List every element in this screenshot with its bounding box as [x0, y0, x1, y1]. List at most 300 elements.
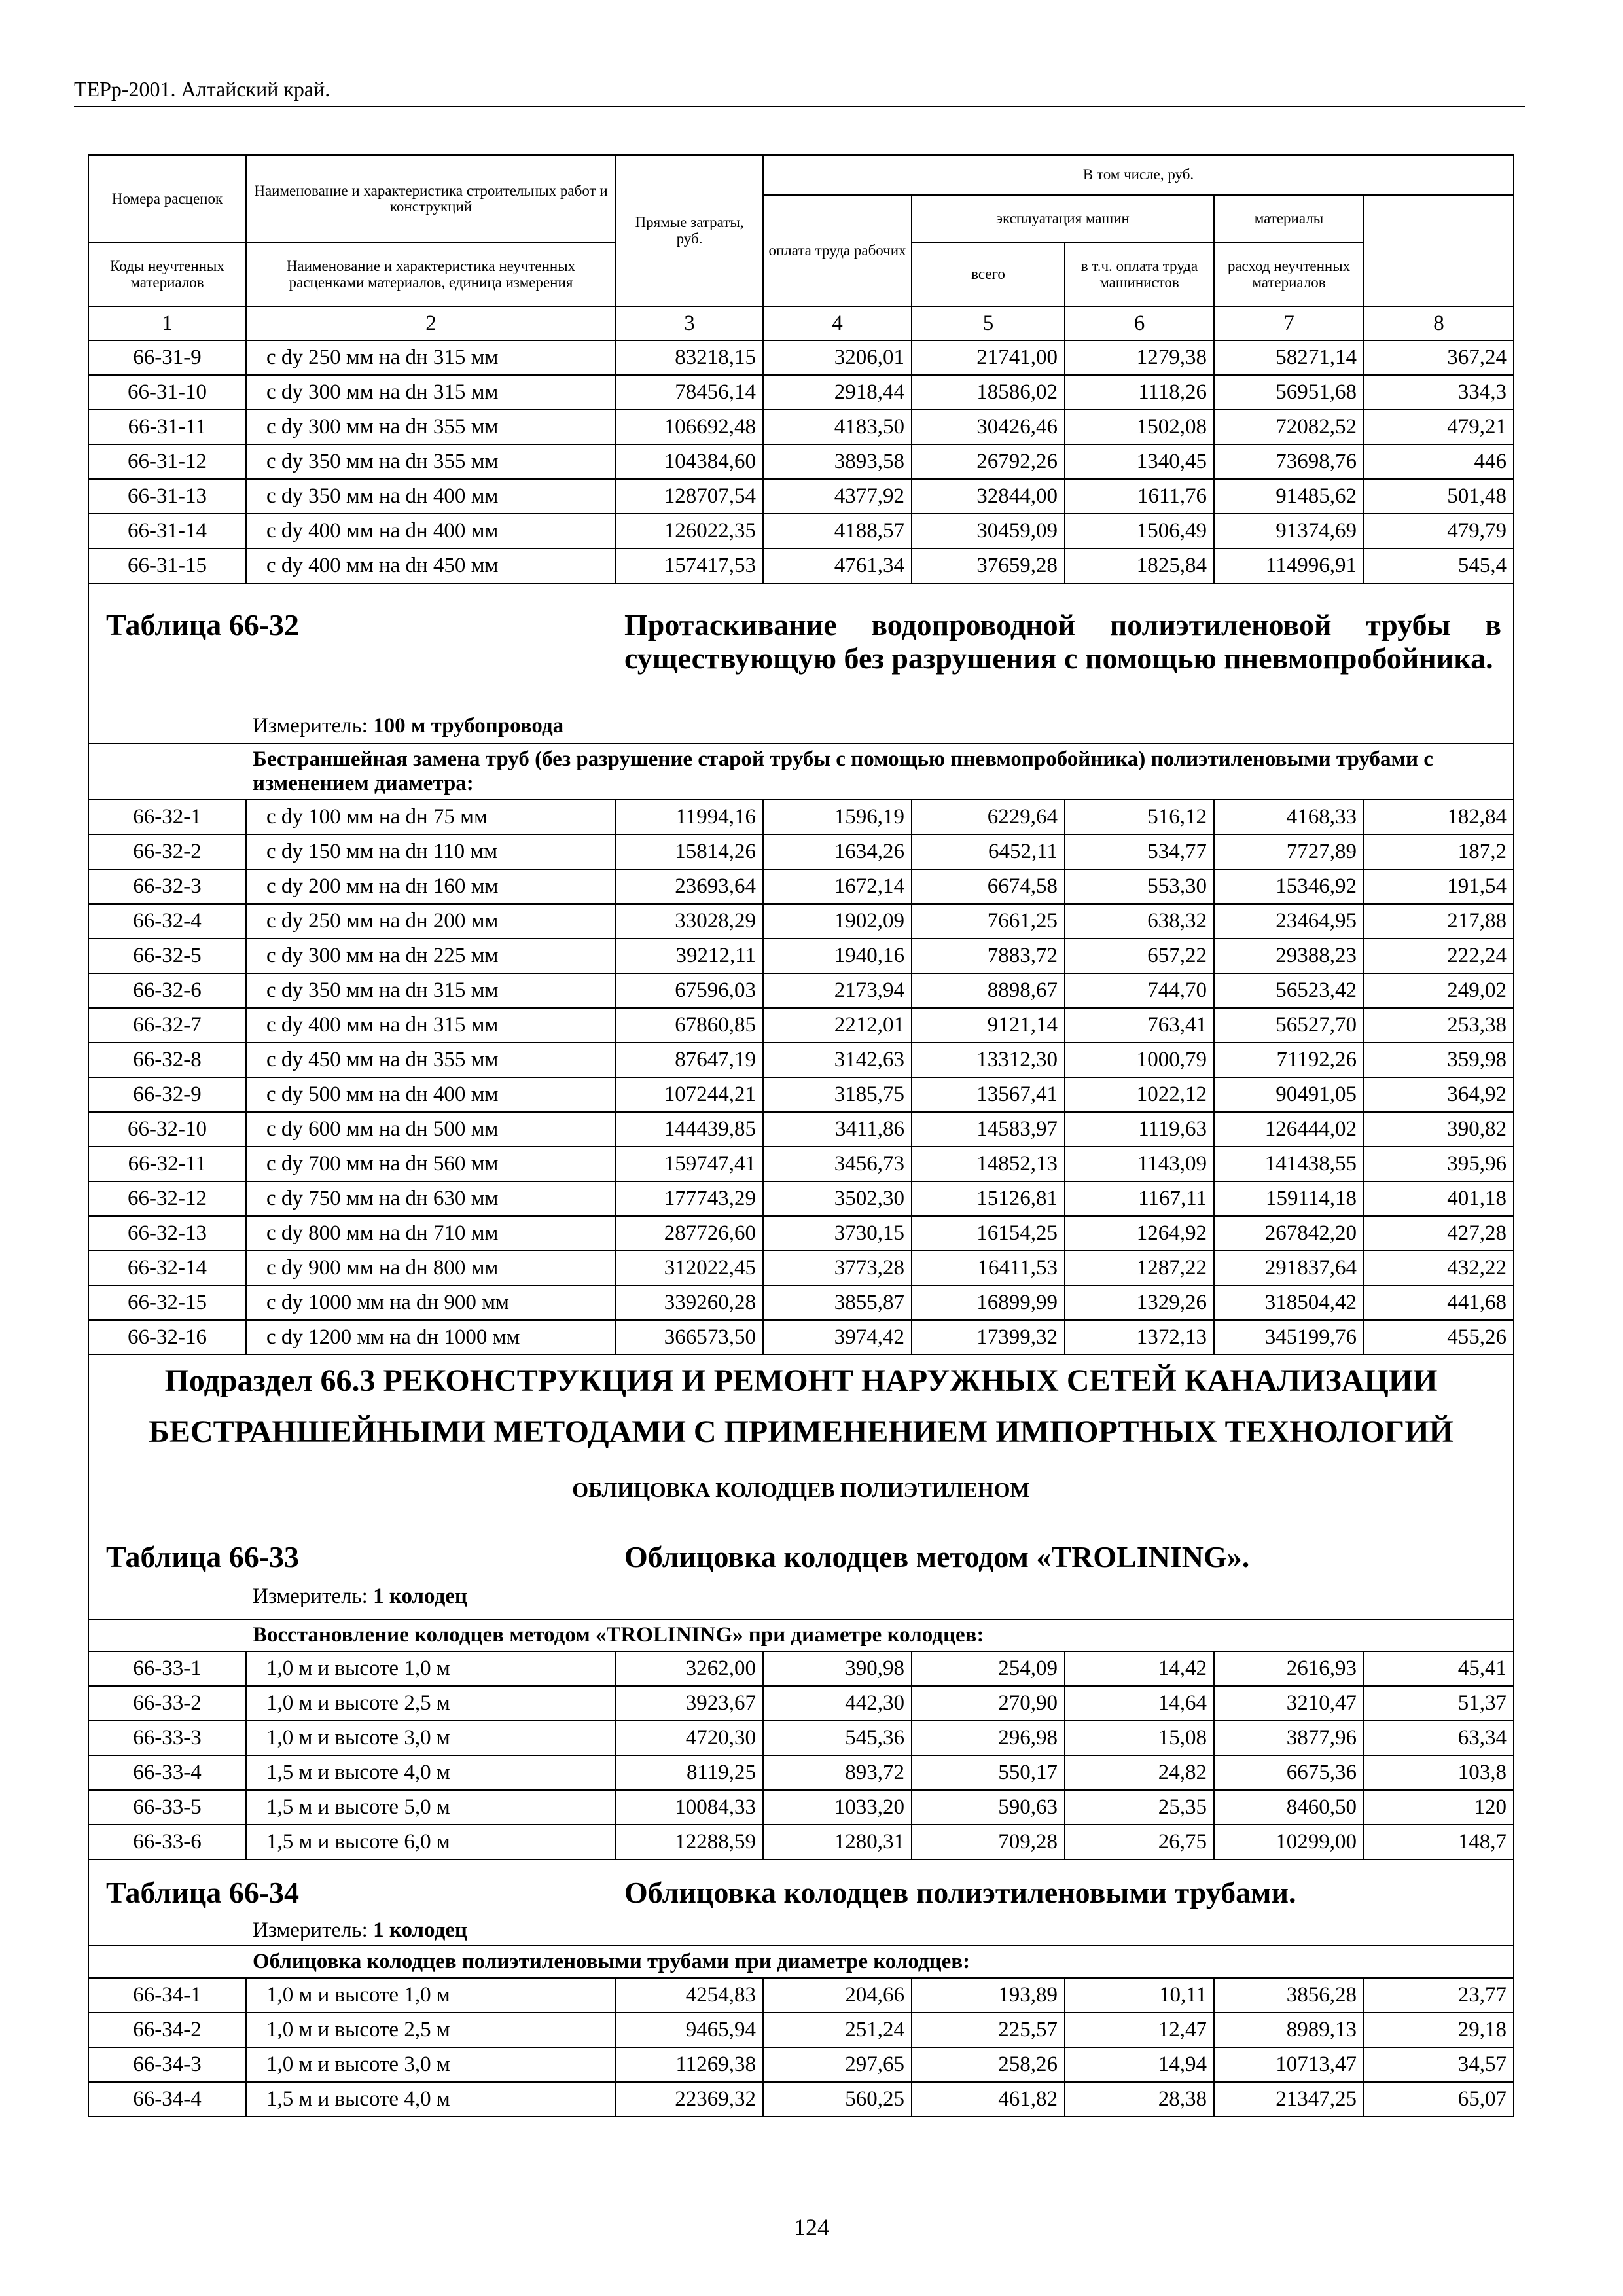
worker-pay: 297,65 — [763, 2047, 912, 2082]
machines-total: 32844,00 — [912, 479, 1065, 514]
machines-total: 193,89 — [912, 1978, 1065, 2013]
direct-costs: 144439,85 — [616, 1112, 763, 1147]
machines-total: 16899,99 — [912, 1285, 1065, 1320]
work-description: с dy 350 мм на dн 315 мм — [246, 973, 616, 1008]
materials-cost: 3856,28 — [1214, 1978, 1364, 2013]
rate-code: 66-32-6 — [88, 973, 246, 1008]
direct-costs: 23693,64 — [616, 869, 763, 904]
rate-code: 66-33-3 — [88, 1721, 246, 1755]
materials-cost: 56951,68 — [1214, 375, 1364, 410]
direct-costs: 3923,67 — [616, 1686, 763, 1721]
table-row — [88, 1077, 1514, 1112]
rate-code: 66-32-10 — [88, 1112, 246, 1147]
labor-hours: 253,38 — [1364, 1008, 1514, 1043]
machinist-pay: 1502,08 — [1065, 410, 1214, 444]
header-worker-pay: оплата труда рабочих — [763, 195, 912, 306]
direct-costs: 3262,00 — [616, 1651, 763, 1686]
machines-total: 7661,25 — [912, 904, 1065, 939]
machinist-pay: 763,41 — [1065, 1008, 1214, 1043]
machinist-pay: 1279,38 — [1065, 340, 1214, 375]
machines-total: 254,09 — [912, 1651, 1065, 1686]
direct-costs: 33028,29 — [616, 904, 763, 939]
direct-costs: 128707,54 — [616, 479, 763, 514]
machinist-pay: 553,30 — [1065, 869, 1214, 904]
labor-hours: 395,96 — [1364, 1147, 1514, 1181]
work-description: с dy 800 мм на dн 710 мм — [246, 1216, 616, 1251]
labor-hours: 51,37 — [1364, 1686, 1514, 1721]
measure-label: Измеритель: — [253, 714, 368, 738]
work-description: с dy 400 мм на dн 315 мм — [246, 1008, 616, 1043]
machinist-pay: 516,12 — [1065, 800, 1214, 834]
machinist-pay: 12,47 — [1065, 2013, 1214, 2047]
materials-cost: 114996,91 — [1214, 548, 1364, 583]
measure-label: Измеритель: — [253, 1584, 368, 1608]
materials-cost: 141438,55 — [1214, 1147, 1364, 1181]
machines-total: 18586,02 — [912, 375, 1065, 410]
work-description: 1,5 м и высоте 6,0 м — [246, 1825, 616, 1859]
rate-code: 66-32-9 — [88, 1077, 246, 1112]
materials-cost: 10299,00 — [1214, 1825, 1364, 1859]
machines-total: 258,26 — [912, 2047, 1065, 2082]
worker-pay: 3502,30 — [763, 1181, 912, 1216]
direct-costs: 107244,21 — [616, 1077, 763, 1112]
rate-code: 66-33-2 — [88, 1686, 246, 1721]
materials-cost: 8989,13 — [1214, 2013, 1364, 2047]
subsection-title-line-1: Подраздел 66.3 РЕКОНСТРУКЦИЯ И РЕМОНТ НАРУЖНЫХ СЕТЕЙ КАНАЛИЗАЦИИ — [164, 1363, 1438, 1398]
materials-cost: 90491,05 — [1214, 1077, 1364, 1112]
rate-code: 66-33-6 — [88, 1825, 246, 1859]
machinist-pay: 1143,09 — [1065, 1147, 1214, 1181]
header-material-names: Наименование и характеристика неучтенных расценками материалов, единица измерения — [246, 243, 616, 306]
table-row — [88, 1790, 1514, 1825]
table-row — [88, 410, 1514, 444]
group-title: Бестраншейная замена труб (без разрушение старой трубы с помощью пневмопробойника) полиэтиленовыми трубами с изменением диаметра: — [88, 744, 1514, 800]
labor-hours: 23,77 — [1364, 1978, 1514, 2013]
machinist-pay: 638,32 — [1065, 904, 1214, 939]
materials-cost: 267842,20 — [1214, 1216, 1364, 1251]
direct-costs: 104384,60 — [616, 444, 763, 479]
subsection-and-table-66-33-heading — [88, 1355, 1514, 1619]
work-description: 1,5 м и высоте 4,0 м — [246, 1755, 616, 1790]
group-title: Восстановление колодцев методом «TROLINING» при диаметре колодцев: — [88, 1619, 1514, 1651]
worker-pay: 3730,15 — [763, 1216, 912, 1251]
materials-cost: 15346,92 — [1214, 869, 1364, 904]
direct-costs: 157417,53 — [616, 548, 763, 583]
work-description: с dy 600 мм на dн 500 мм — [246, 1112, 616, 1147]
direct-costs: 87647,19 — [616, 1043, 763, 1077]
direct-costs: 312022,45 — [616, 1251, 763, 1285]
rate-code: 66-32-12 — [88, 1181, 246, 1216]
table-row — [88, 1825, 1514, 1859]
worker-pay: 893,72 — [763, 1755, 912, 1790]
direct-costs: 12288,59 — [616, 1825, 763, 1859]
machines-total: 16411,53 — [912, 1251, 1065, 1285]
machinist-pay: 1000,79 — [1065, 1043, 1214, 1077]
worker-pay: 3893,58 — [763, 444, 912, 479]
direct-costs: 4254,83 — [616, 1978, 763, 2013]
materials-cost: 10713,47 — [1214, 2047, 1364, 2082]
worker-pay: 4377,92 — [763, 479, 912, 514]
header-unaccounted-materials: расход неучтенных материалов — [1214, 243, 1364, 306]
table-row — [88, 1147, 1514, 1181]
table-row — [88, 1755, 1514, 1790]
worker-pay: 1940,16 — [763, 939, 912, 973]
rate-code: 66-31-9 — [88, 340, 246, 375]
work-description: 1,0 м и высоте 2,5 м — [246, 2013, 616, 2047]
materials-cost: 8460,50 — [1214, 1790, 1364, 1825]
header-rate-numbers: Номера расценок — [88, 155, 246, 243]
materials-cost: 291837,64 — [1214, 1251, 1364, 1285]
direct-costs: 22369,32 — [616, 2082, 763, 2117]
direct-costs: 8119,25 — [616, 1755, 763, 1790]
direct-costs: 11269,38 — [616, 2047, 763, 2082]
machinist-pay: 1825,84 — [1065, 548, 1214, 583]
direct-costs: 67860,85 — [616, 1008, 763, 1043]
materials-cost: 91485,62 — [1214, 479, 1364, 514]
worker-pay: 3142,63 — [763, 1043, 912, 1077]
work-description: с dy 150 мм на dн 110 мм — [246, 834, 616, 869]
rate-code: 66-32-15 — [88, 1285, 246, 1320]
work-description: с dy 350 мм на dн 355 мм — [246, 444, 616, 479]
materials-cost: 73698,76 — [1214, 444, 1364, 479]
work-description: с dy 400 мм на dн 450 мм — [246, 548, 616, 583]
table-row — [88, 939, 1514, 973]
measure-unit — [253, 1585, 467, 1608]
machinist-pay: 28,38 — [1065, 2082, 1214, 2117]
header-rule — [74, 106, 1525, 107]
machines-total: 6452,11 — [912, 834, 1065, 869]
materials-cost: 2616,93 — [1214, 1651, 1364, 1686]
materials-cost: 29388,23 — [1214, 939, 1364, 973]
table-row — [88, 444, 1514, 479]
column-number: 8 — [1364, 306, 1514, 340]
subsection-title-line-2: БЕСТРАНШЕЙНЫМИ МЕТОДАМИ С ПРИМЕНЕНИЕМ ИМПОРТНЫХ ТЕХНОЛОГИЙ — [149, 1414, 1454, 1449]
rate-code: 66-32-4 — [88, 904, 246, 939]
labor-hours: 148,7 — [1364, 1825, 1514, 1859]
materials-cost: 6675,36 — [1214, 1755, 1364, 1790]
machines-total: 30426,46 — [912, 410, 1065, 444]
worker-pay: 3974,42 — [763, 1320, 912, 1355]
rows-66-32 — [88, 800, 1514, 1355]
materials-cost: 345199,76 — [1214, 1320, 1364, 1355]
rate-code: 66-32-13 — [88, 1216, 246, 1251]
machines-total: 225,57 — [912, 2013, 1065, 2047]
table-row — [88, 1112, 1514, 1147]
worker-pay: 4188,57 — [763, 514, 912, 548]
machines-total: 590,63 — [912, 1790, 1065, 1825]
machinist-pay: 14,94 — [1065, 2047, 1214, 2082]
table-row — [88, 2047, 1514, 2082]
worker-pay: 3185,75 — [763, 1077, 912, 1112]
machines-total: 14852,13 — [912, 1147, 1065, 1181]
machines-total: 15126,81 — [912, 1181, 1065, 1216]
worker-pay: 1902,09 — [763, 904, 912, 939]
column-number: 4 — [763, 306, 912, 340]
group-row — [88, 744, 1514, 800]
table-row — [88, 869, 1514, 904]
price-table — [88, 154, 1514, 2117]
rate-code: 66-31-14 — [88, 514, 246, 548]
machinist-pay: 1119,63 — [1065, 1112, 1214, 1147]
machinist-pay: 1611,76 — [1065, 479, 1214, 514]
work-description: с dy 200 мм на dн 160 мм — [246, 869, 616, 904]
labor-hours: 103,8 — [1364, 1755, 1514, 1790]
materials-cost: 21347,25 — [1214, 2082, 1364, 2117]
labor-hours: 217,88 — [1364, 904, 1514, 939]
materials-cost: 56527,70 — [1214, 1008, 1364, 1043]
worker-pay: 2173,94 — [763, 973, 912, 1008]
work-description: 1,0 м и высоте 1,0 м — [246, 1651, 616, 1686]
worker-pay: 3411,86 — [763, 1112, 912, 1147]
materials-cost: 56523,42 — [1214, 973, 1364, 1008]
rate-code: 66-32-8 — [88, 1043, 246, 1077]
table-row — [88, 340, 1514, 375]
machinist-pay: 10,11 — [1065, 1978, 1214, 2013]
labor-hours: 249,02 — [1364, 973, 1514, 1008]
direct-costs: 4720,30 — [616, 1721, 763, 1755]
machinist-pay: 25,35 — [1065, 1790, 1214, 1825]
worker-pay: 545,36 — [763, 1721, 912, 1755]
rate-code: 66-31-12 — [88, 444, 246, 479]
header-machines-total: всего — [912, 243, 1065, 306]
header-work-name: Наименование и характеристика строительных работ и конструкций — [246, 155, 616, 243]
rate-code: 66-34-4 — [88, 2082, 246, 2117]
direct-costs: 126022,35 — [616, 514, 763, 548]
table-row — [88, 973, 1514, 1008]
machines-total: 37659,28 — [912, 548, 1065, 583]
table-label: Таблица 66-32 — [106, 608, 300, 641]
work-description: с dy 300 мм на dн 315 мм — [246, 375, 616, 410]
machines-total: 270,90 — [912, 1686, 1065, 1721]
rate-code: 66-31-13 — [88, 479, 246, 514]
labor-hours: 427,28 — [1364, 1216, 1514, 1251]
machines-total: 13567,41 — [912, 1077, 1065, 1112]
measure-unit — [253, 1918, 467, 1942]
header-direct-costs: Прямые затраты, руб. — [616, 155, 763, 306]
rate-code: 66-31-15 — [88, 548, 246, 583]
labor-hours: 65,07 — [1364, 2082, 1514, 2117]
materials-cost: 159114,18 — [1214, 1181, 1364, 1216]
labor-hours: 545,4 — [1364, 548, 1514, 583]
rate-code: 66-32-2 — [88, 834, 246, 869]
worker-pay: 2918,44 — [763, 375, 912, 410]
labor-hours: 120 — [1364, 1790, 1514, 1825]
labor-hours: 390,82 — [1364, 1112, 1514, 1147]
direct-costs: 159747,41 — [616, 1147, 763, 1181]
labor-hours: 432,22 — [1364, 1251, 1514, 1285]
table-66-34-heading — [88, 1859, 1514, 1946]
labor-hours: 222,24 — [1364, 939, 1514, 973]
rate-code: 66-34-1 — [88, 1978, 246, 2013]
table-row — [88, 1181, 1514, 1216]
direct-costs: 106692,48 — [616, 410, 763, 444]
table-label: Таблица 66-34 — [106, 1875, 300, 1909]
table-row — [88, 2082, 1514, 2117]
work-description: с dy 250 мм на dн 315 мм — [246, 340, 616, 375]
direct-costs: 39212,11 — [616, 939, 763, 973]
machinist-pay: 14,64 — [1065, 1686, 1214, 1721]
materials-cost: 126444,02 — [1214, 1112, 1364, 1147]
machinist-pay: 14,42 — [1065, 1651, 1214, 1686]
rows-66-33 — [88, 1651, 1514, 1859]
worker-pay: 1634,26 — [763, 834, 912, 869]
rate-code: 66-32-5 — [88, 939, 246, 973]
labor-hours: 63,34 — [1364, 1721, 1514, 1755]
worker-pay: 1280,31 — [763, 1825, 912, 1859]
work-description: с dy 100 мм на dн 75 мм — [246, 800, 616, 834]
rate-code: 66-34-2 — [88, 2013, 246, 2047]
worker-pay: 251,24 — [763, 2013, 912, 2047]
work-description: с dy 500 мм на dн 400 мм — [246, 1077, 616, 1112]
rate-code: 66-32-11 — [88, 1147, 246, 1181]
labor-hours: 446 — [1364, 444, 1514, 479]
machines-total: 7883,72 — [912, 939, 1065, 973]
materials-cost: 23464,95 — [1214, 904, 1364, 939]
machinist-pay: 1022,12 — [1065, 1077, 1214, 1112]
machinist-pay: 1264,92 — [1065, 1216, 1214, 1251]
machines-total: 14583,97 — [912, 1112, 1065, 1147]
machines-total: 26792,26 — [912, 444, 1065, 479]
machines-total: 461,82 — [912, 2082, 1065, 2117]
rows-66-34 — [88, 1978, 1514, 2117]
rate-code: 66-32-14 — [88, 1251, 246, 1285]
machines-total: 296,98 — [912, 1721, 1065, 1755]
machinist-pay: 657,22 — [1065, 939, 1214, 973]
machines-total: 30459,09 — [912, 514, 1065, 548]
table-row — [88, 2013, 1514, 2047]
direct-costs: 11994,16 — [616, 800, 763, 834]
labor-hours: 479,79 — [1364, 514, 1514, 548]
machines-total: 9121,14 — [912, 1008, 1065, 1043]
worker-pay: 204,66 — [763, 1978, 912, 2013]
work-description: с dy 700 мм на dн 560 мм — [246, 1147, 616, 1181]
labor-hours: 401,18 — [1364, 1181, 1514, 1216]
labor-hours: 182,84 — [1364, 800, 1514, 834]
table-row — [88, 1216, 1514, 1251]
materials-cost: 3877,96 — [1214, 1721, 1364, 1755]
work-description: с dy 400 мм на dн 400 мм — [246, 514, 616, 548]
labor-hours: 501,48 — [1364, 479, 1514, 514]
worker-pay: 3855,87 — [763, 1285, 912, 1320]
machinist-pay: 1167,11 — [1065, 1181, 1214, 1216]
measure-unit — [253, 714, 563, 738]
work-description: с dy 750 мм на dн 630 мм — [246, 1181, 616, 1216]
worker-pay: 3456,73 — [763, 1147, 912, 1181]
direct-costs: 83218,15 — [616, 340, 763, 375]
machines-total: 13312,30 — [912, 1043, 1065, 1077]
measure-label: Измеритель: — [253, 1918, 368, 1942]
running-title: ТЕРр-2001. Алтайский край. — [74, 77, 330, 101]
worker-pay: 1033,20 — [763, 1790, 912, 1825]
worker-pay: 1672,14 — [763, 869, 912, 904]
work-description: с dy 900 мм на dн 800 мм — [246, 1251, 616, 1285]
table-row — [88, 1008, 1514, 1043]
rate-code: 66-31-11 — [88, 410, 246, 444]
table-row — [88, 1285, 1514, 1320]
direct-costs: 10084,33 — [616, 1790, 763, 1825]
rate-code: 66-33-4 — [88, 1755, 246, 1790]
machines-total: 21741,00 — [912, 340, 1065, 375]
rate-code: 66-32-1 — [88, 800, 246, 834]
direct-costs: 366573,50 — [616, 1320, 763, 1355]
worker-pay: 4761,34 — [763, 548, 912, 583]
direct-costs: 78456,14 — [616, 375, 763, 410]
worker-pay: 390,98 — [763, 1651, 912, 1686]
column-numbers-row — [88, 306, 1514, 340]
labor-hours: 455,26 — [1364, 1320, 1514, 1355]
materials-cost: 7727,89 — [1214, 834, 1364, 869]
labor-hours: 364,92 — [1364, 1077, 1514, 1112]
direct-costs: 177743,29 — [616, 1181, 763, 1216]
header-including: В том числе, руб. — [763, 155, 1514, 195]
machinist-pay: 24,82 — [1065, 1755, 1214, 1790]
rate-code: 66-32-7 — [88, 1008, 246, 1043]
table-row — [88, 1978, 1514, 2013]
table-row — [88, 548, 1514, 583]
materials-cost: 91374,69 — [1214, 514, 1364, 548]
table-title: Облицовка колодцев методом «TROLINING». — [624, 1539, 1250, 1573]
work-description: с dy 1000 мм на dн 900 мм — [246, 1285, 616, 1320]
work-description: 1,0 м и высоте 3,0 м — [246, 2047, 616, 2082]
work-description: с dy 350 мм на dн 400 мм — [246, 479, 616, 514]
table-row — [88, 1251, 1514, 1285]
group-title: Облицовка колодцев полиэтиленовыми трубами при диаметре колодцев: — [88, 1946, 1514, 1978]
machines-total: 17399,32 — [912, 1320, 1065, 1355]
table-row — [88, 1320, 1514, 1355]
labor-hours: 187,2 — [1364, 834, 1514, 869]
materials-cost: 72082,52 — [1214, 410, 1364, 444]
column-number: 6 — [1065, 306, 1214, 340]
work-description: с dy 450 мм на dн 355 мм — [246, 1043, 616, 1077]
work-description: с dy 1200 мм на dн 1000 мм — [246, 1320, 616, 1355]
table-row — [88, 1686, 1514, 1721]
worker-pay: 2212,01 — [763, 1008, 912, 1043]
lining-heading: ОБЛИЦОВКА КОЛОДЦЕВ ПОЛИЭТИЛЕНОМ — [572, 1477, 1030, 1501]
table-row — [88, 1043, 1514, 1077]
column-number: 5 — [912, 306, 1065, 340]
machines-total: 709,28 — [912, 1825, 1065, 1859]
machinist-pay: 534,77 — [1065, 834, 1214, 869]
work-description: 1,0 м и высоте 3,0 м — [246, 1721, 616, 1755]
labor-hours: 34,57 — [1364, 2047, 1514, 2082]
table-row — [88, 1721, 1514, 1755]
materials-cost: 3210,47 — [1214, 1686, 1364, 1721]
header-machinist-pay: в т.ч. оплата труда машинистов — [1065, 243, 1214, 306]
work-description: 1,0 м и высоте 2,5 м — [246, 1686, 616, 1721]
machinist-pay: 1372,13 — [1065, 1320, 1214, 1355]
table-row — [88, 1651, 1514, 1686]
column-number: 3 — [616, 306, 763, 340]
column-number: 7 — [1214, 306, 1364, 340]
column-number: 1 — [88, 306, 246, 340]
worker-pay: 560,25 — [763, 2082, 912, 2117]
measure-value: 1 колодец — [373, 1584, 467, 1608]
direct-costs: 339260,28 — [616, 1285, 763, 1320]
header-material-codes: Коды неучтенных материалов — [88, 243, 246, 306]
machinist-pay: 1340,45 — [1065, 444, 1214, 479]
rate-code: 66-32-16 — [88, 1320, 246, 1355]
machinist-pay: 1287,22 — [1065, 1251, 1214, 1285]
machinist-pay: 1506,49 — [1065, 514, 1214, 548]
table-row — [88, 800, 1514, 834]
measure-value: 1 колодец — [373, 1918, 467, 1942]
machines-total: 550,17 — [912, 1755, 1065, 1790]
machines-total: 16154,25 — [912, 1216, 1065, 1251]
table-title: Облицовка колодцев полиэтиленовыми трубами. — [624, 1875, 1296, 1909]
labor-hours: 334,3 — [1364, 375, 1514, 410]
table-label: Таблица 66-33 — [106, 1539, 300, 1573]
machines-total: 6229,64 — [912, 800, 1065, 834]
